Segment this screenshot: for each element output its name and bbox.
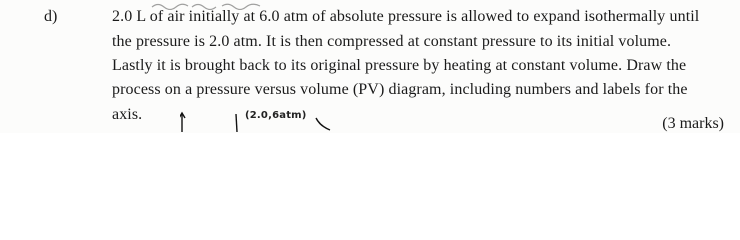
handwritten-point-note: (2.0,6atm)	[245, 110, 307, 121]
question-text-line-5: axis.	[112, 106, 143, 123]
question-text-line-4: process on a pressure versus volume (PV) diagram, including numbers and labels for the	[112, 81, 688, 98]
question-text-line-2: the pressure is 2.0 atm. It is then compressed at constant pressure to its initial volume.	[112, 33, 672, 50]
marks-label: (3 marks)	[662, 115, 724, 132]
question-text-line-3: Lastly it is brought back to its original pressure by heating at constant volume. Draw the	[112, 57, 687, 74]
question-label: d)	[44, 8, 58, 25]
question-text-line-1: 2.0 L of air initially at 6.0 atm of absolute pressure is allowed to expand isothermally until	[112, 8, 700, 25]
